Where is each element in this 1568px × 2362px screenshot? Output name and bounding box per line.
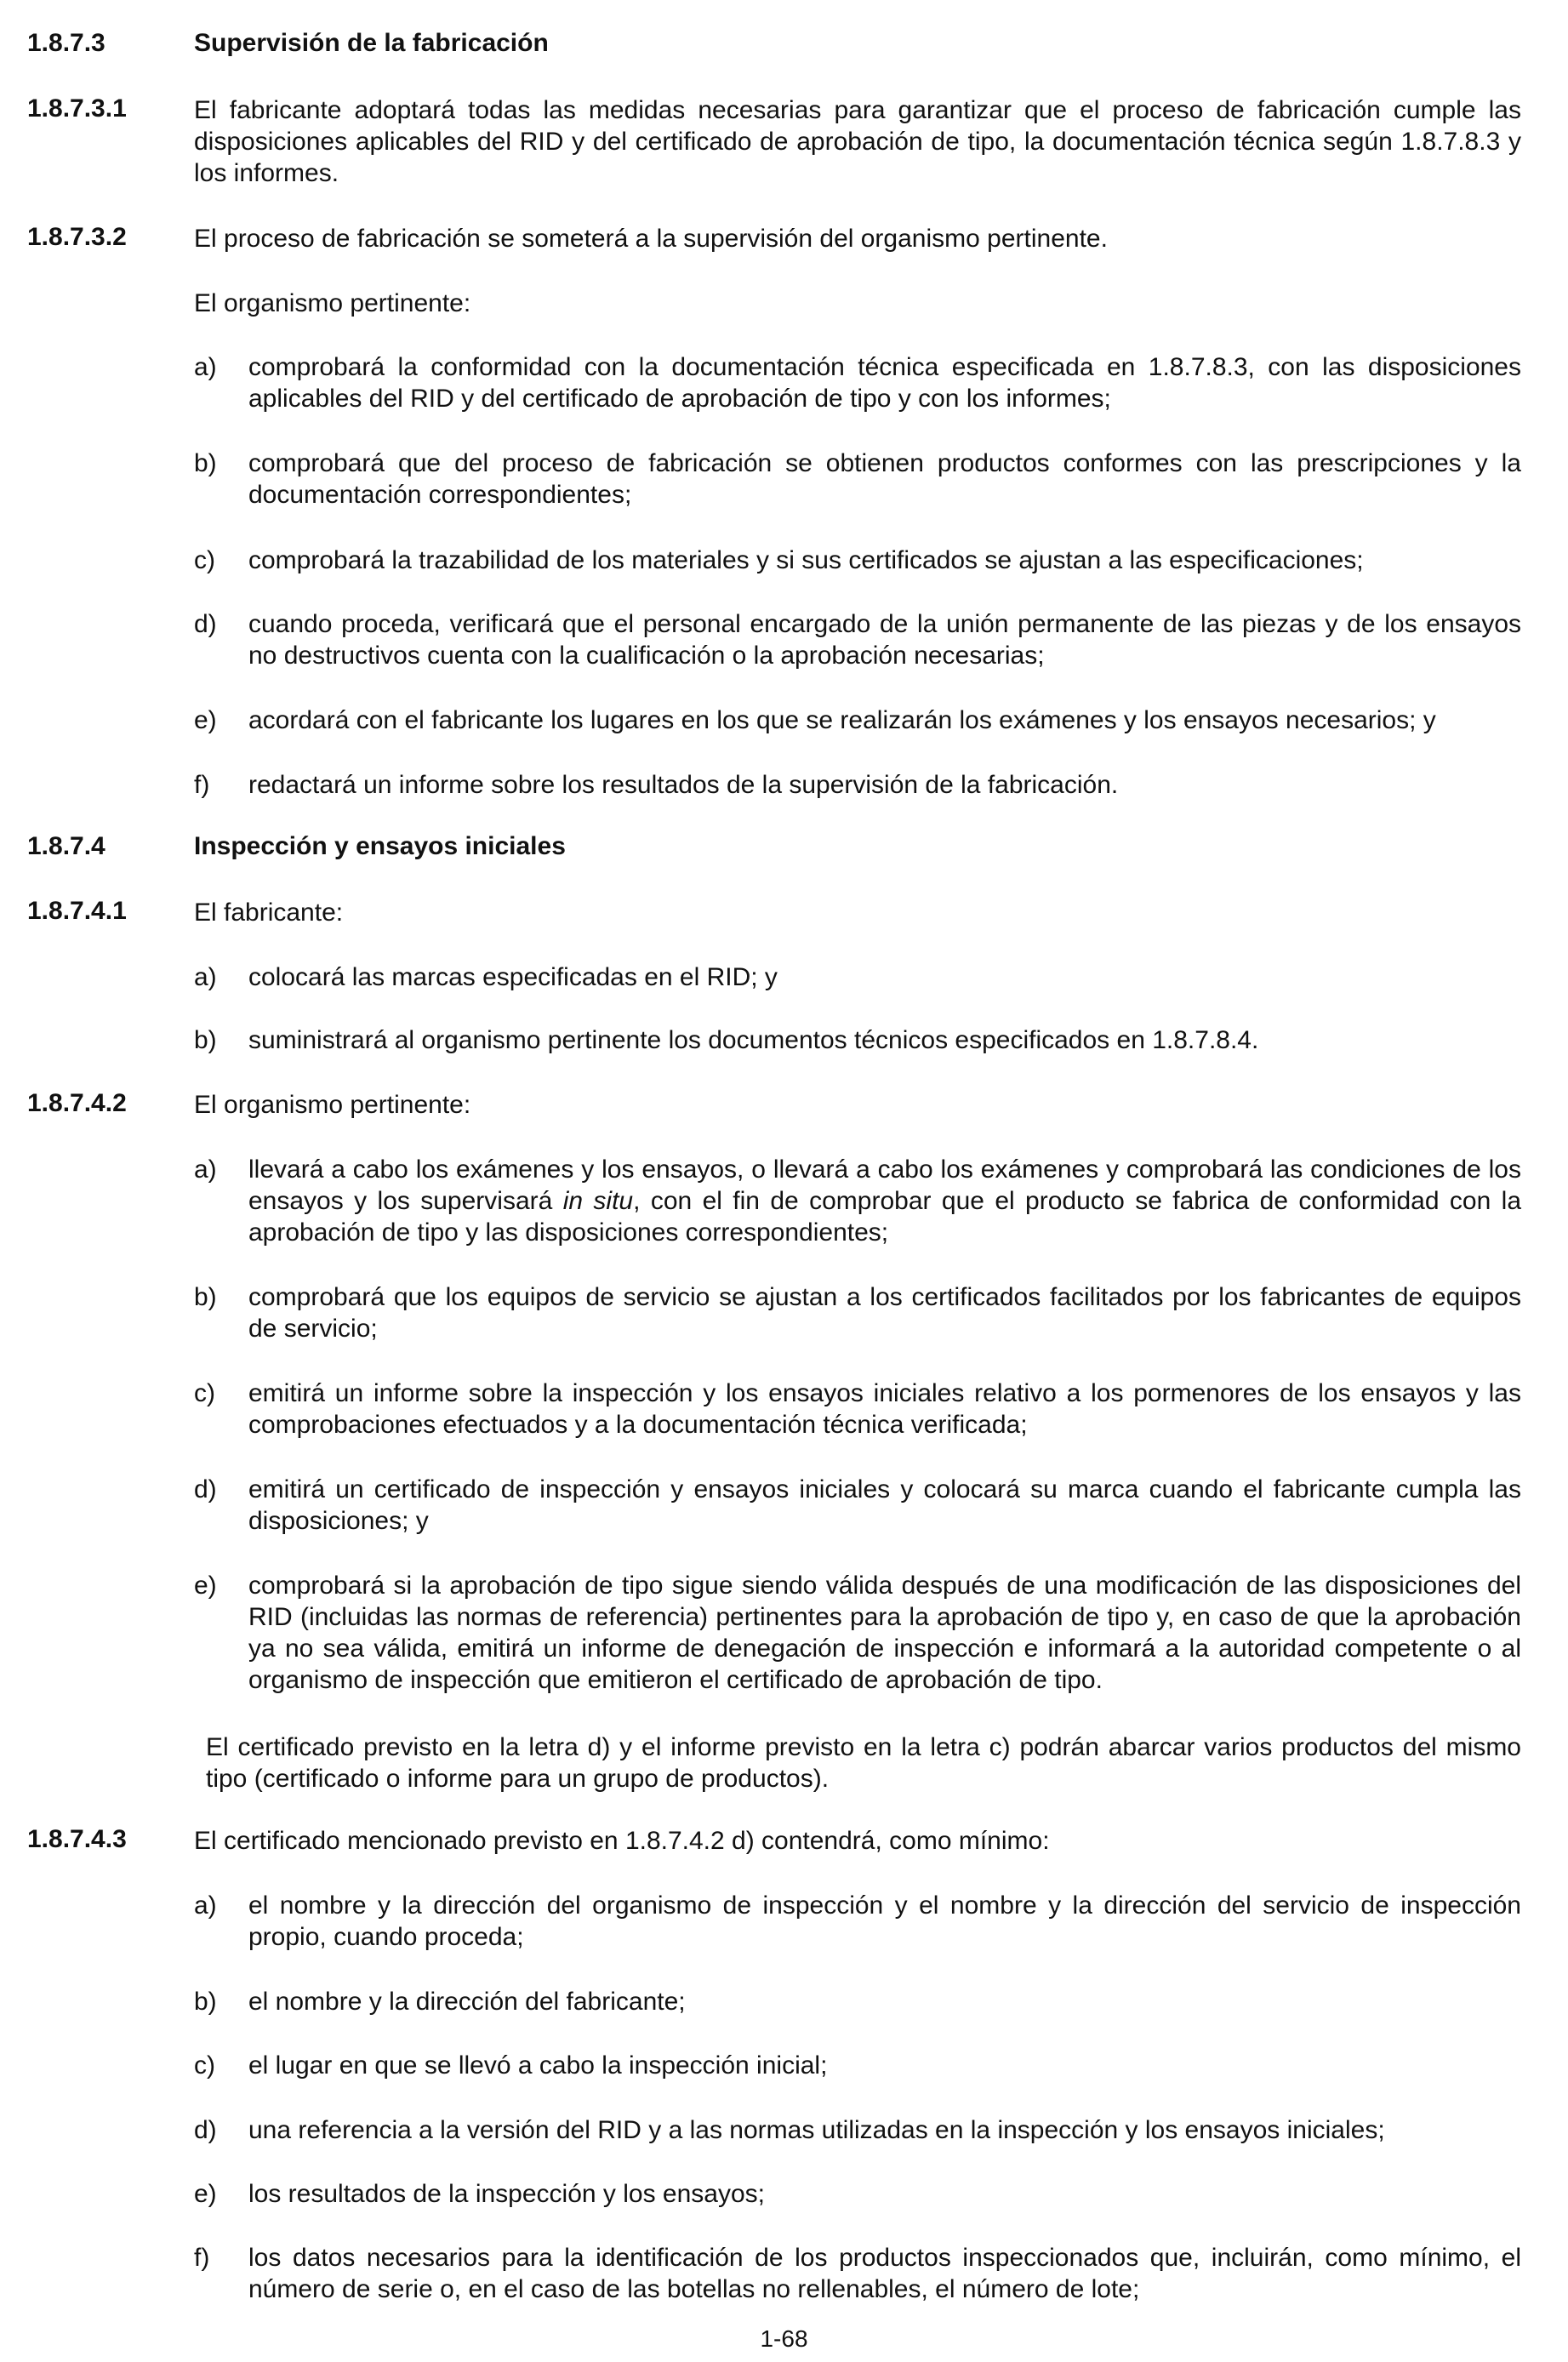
list-text: redactará un informe sobre los resultados de la supervisión de la fabricación.: [248, 771, 1119, 799]
list-label: f): [194, 771, 210, 799]
list-text: comprobará que del proceso de fabricación se obtienen productos conformes con las prescripciones y la documentación correspondientes;: [248, 449, 1521, 509]
list-label: d): [194, 2116, 217, 2144]
list-label: b): [194, 1283, 217, 1311]
list-label: e): [194, 1572, 217, 1600]
paragraph-number: 1.8.7.3.2: [27, 223, 127, 251]
list-text: el nombre y la dirección del organismo de inspección y el nombre y la dirección del servicio de inspección propio, cuando proceda;: [248, 1891, 1521, 1951]
paragraph-number: 1.8.7.4.2: [27, 1089, 127, 1117]
list-label: e): [194, 2180, 217, 2208]
section-title: Supervisión de la fabricación: [194, 29, 549, 57]
list-text: los datos necesarios para la identificación de los productos inspeccionados que, incluirán, como mínimo, el número de serie o, en el caso de las botellas no rellenables, el número de lote;: [248, 2244, 1521, 2303]
section-number: 1.8.7.4: [27, 832, 105, 860]
list-text: comprobará la trazabilidad de los materiales y si sus certificados se ajustan a las especificaciones;: [248, 546, 1364, 574]
paragraph-text: El fabricante adoptará todas las medidas necesarias para garantizar que el proceso de fabricación cumple las disposiciones aplicables del RID y del certificado de aprobación de tipo, la documentación técnica según 1.8.7.8.3 y los informes.: [194, 96, 1521, 187]
list-label: f): [194, 2244, 210, 2272]
list-label: e): [194, 706, 217, 734]
list-label: a): [194, 353, 217, 381]
list-label: a): [194, 1891, 217, 1920]
list-text: suministrará al organismo pertinente los documentos técnicos especificados en 1.8.7.8.4.: [248, 1026, 1259, 1054]
list-text: cuando proceda, verificará que el personal encargado de la unión permanente de las piezas y de los ensayos no destructivos cuenta con la cualificación o la aprobación necesarias;: [248, 610, 1521, 670]
list-text: emitirá un certificado de inspección y ensayos iniciales y colocará su marca cuando el fabricante cumpla las disposiciones; y: [248, 1475, 1521, 1535]
section-number: 1.8.7.3: [27, 29, 105, 57]
paragraph-closing: El certificado previsto en la letra d) y el informe previsto en la letra c) podrán abarcar varios productos del mismo tipo (certificado o informe para un grupo de productos).: [206, 1733, 1521, 1793]
paragraph-intro: El organismo pertinente:: [194, 289, 471, 317]
paragraph-text: El proceso de fabricación se someterá a la supervisión del organismo pertinente.: [194, 225, 1108, 253]
list-label: b): [194, 1988, 217, 2016]
list-text: el nombre y la dirección del fabricante;: [248, 1988, 686, 2016]
list-text: los resultados de la inspección y los ensayos;: [248, 2180, 766, 2208]
section-title: Inspección y ensayos iniciales: [194, 832, 566, 860]
list-label: d): [194, 1475, 217, 1503]
paragraph-text: El organismo pertinente:: [194, 1091, 471, 1119]
list-label: c): [194, 546, 215, 574]
list-label: a): [194, 1155, 217, 1184]
list-text: comprobará que los equipos de servicio se ajustan a los certificados facilitados por los fabricantes de equipos de servicio;: [248, 1283, 1521, 1343]
paragraph-number: 1.8.7.3.1: [27, 94, 127, 123]
italic-term: in situ: [562, 1187, 634, 1215]
paragraph-text: El certificado mencionado previsto en 1.8.7.4.2 d) contendrá, como mínimo:: [194, 1827, 1050, 1855]
list-text: comprobará si la aprobación de tipo sigue siendo válida después de una modificación de las disposiciones del RID (incluidas las normas de referencia) pertinentes para la aprobación de tipo y, en caso de que la aprobación ya no sea válida, emitirá un informe de denegación de inspección e informará a la autoridad competente o al organismo de inspección que emitieron el certificado de aprobación de tipo.: [248, 1572, 1521, 1694]
list-text: emitirá un informe sobre la inspección y los ensayos iniciales relativo a los pormenores de los ensayos y las comprobaciones efectuados y a la documentación técnica verificada;: [248, 1379, 1521, 1439]
list-label: c): [194, 1379, 215, 1407]
page-number: 1-68: [760, 2325, 808, 2352]
paragraph-text: El fabricante:: [194, 899, 344, 927]
list-text: colocará las marcas especificadas en el RID; y: [248, 963, 778, 991]
list-label: b): [194, 449, 217, 477]
paragraph-number: 1.8.7.4.1: [27, 897, 127, 925]
list-text: el lugar en que se llevó a cabo la inspección inicial;: [248, 2051, 828, 2080]
list-text-end: , con el fin de comprobar que el producto se fabrica de conformidad con la aprobación de tipo y las disposiciones correspondientes;: [248, 1187, 1522, 1247]
list-text: comprobará la conformidad con la documentación técnica especificada en 1.8.7.8.3, con las disposiciones aplicables del RID y del certificado de aprobación de tipo y con los informes;: [248, 353, 1521, 413]
list-text: una referencia a la versión del RID y a las normas utilizadas en la inspección y los ensayos iniciales;: [248, 2116, 1385, 2144]
list-label: c): [194, 2051, 215, 2080]
list-text: [248, 1154, 1521, 1248]
list-label: d): [194, 610, 217, 638]
list-label: a): [194, 963, 217, 991]
list-label: b): [194, 1026, 217, 1054]
list-text: acordará con el fabricante los lugares en los que se realizarán los exámenes y los ensayos necesarios; y: [248, 706, 1436, 734]
paragraph-number: 1.8.7.4.3: [27, 1825, 127, 1853]
list-text-start: llevará a cabo los exámenes y los ensayos, o llevará a cabo los exámenes y comprobará las condiciones de los ensayos y los supervisará: [248, 1155, 1521, 1215]
